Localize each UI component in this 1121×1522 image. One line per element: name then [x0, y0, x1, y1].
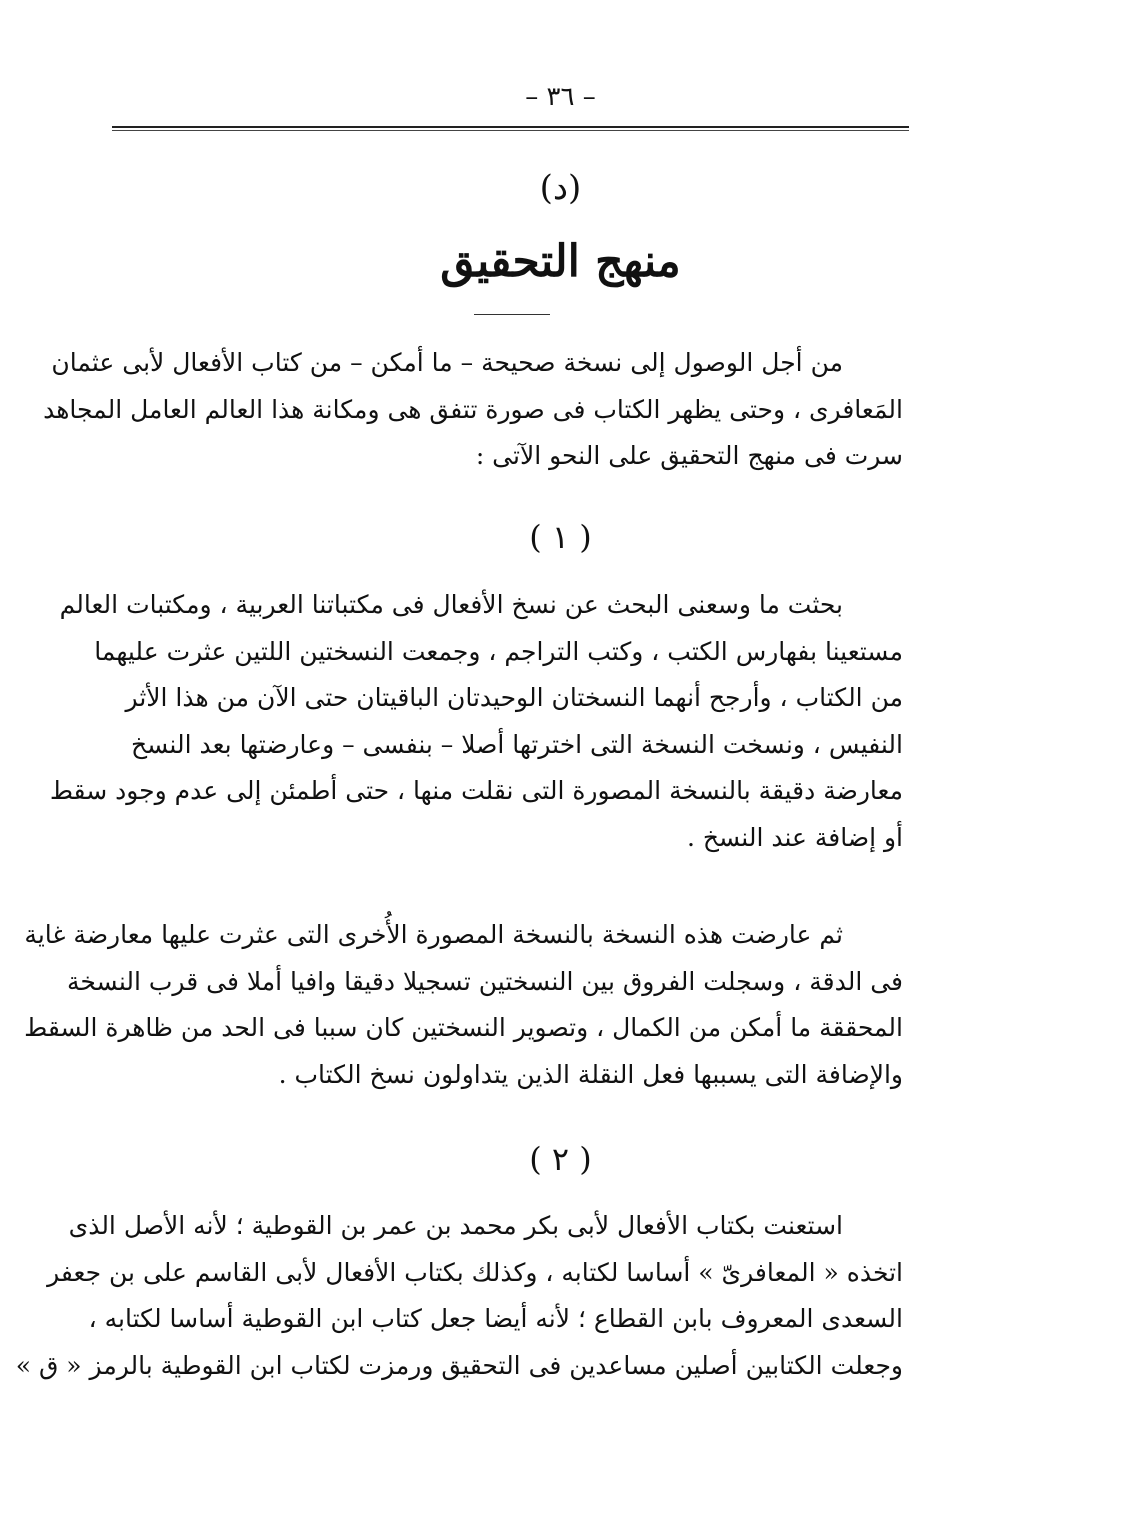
text-line: من أجل الوصول إلى نسخة صحيحة – ما أمكن – من كتاب الأفعال لأبى عثمان: [51, 348, 843, 377]
section-letter: (د): [539, 168, 582, 208]
text-line: ثم عارضت هذه النسخة بالنسخة المصورة الأُخرى التى عثرت عليها معارضة غاية: [24, 920, 843, 949]
text-line: أو إضافة عند النسخ .: [686, 822, 903, 852]
text-line: فى الدقة ، وسجلت الفروق بين النسختين تسجيلا دقيقا وافيا أملا فى قرب النسخة: [66, 966, 903, 996]
section-title: منهج التحقيق: [440, 236, 681, 287]
text-line: معارضة دقيقة بالنسخة المصورة التى نقلت منها ، حتى أطمئن إلى عدم وجود سقط: [49, 776, 903, 805]
text-line: وجعلت الكتابين أصلين مساعدين فى التحقيق ورمزت لكتاب ابن القوطية بالرمز « ق »: [15, 1350, 903, 1380]
part1-paragraph-1: [49, 582, 903, 861]
text-line: النفيس ، ونسخت النسخة التى اخترتها أصلا – بنفسى – وعارضتها بعد النسخ: [130, 729, 903, 759]
text-line: استعنت بكتاب الأفعال لأبى بكر محمد بن عمر بن القوطية ؛ لأنه الأصل الذى: [68, 1211, 843, 1240]
text-line: بحثت ما وسعنى البحث عن نسخ الأفعال فى مكتباتنا العربية ، ومكتبات العالم: [59, 590, 843, 619]
text-line: والإضافة التى يسببها فعل النقلة الذين يتداولون نسخ الكتاب .: [278, 1059, 903, 1089]
text-line: اتخذه « المعافرىّ » أساسا لكتابه ، وكذلك بكتاب الأفعال لأبى القاسم على بن جعفر: [47, 1257, 903, 1287]
text-line: المحققة ما أمكن من الكمال ، وتصوير النسختين كان سببا فى الحد من ظاهرة السقط: [24, 1013, 903, 1042]
part1-paragraph-2: [24, 912, 903, 1098]
page-number: – ٣٦ –: [525, 82, 596, 112]
text-line: سرت فى منهج التحقيق على النحو الآتى :: [475, 441, 903, 470]
text-line: السعدى المعروف بابن القطاع ؛ لأنه أيضا جعل كتاب ابن القوطية أساسا لكتابه ،: [88, 1304, 903, 1333]
text-line: مستعينا بفهارس الكتب ، وكتب التراجم ، وجمعت النسختين اللتين عثرت عليهما: [94, 636, 903, 666]
text-line: المَعافرى ، وحتى يظهر الكتاب فى صورة تتفق هى ومكانة هذا العالم العامل المجاهد: [43, 394, 903, 424]
part2-paragraph-1: [15, 1203, 903, 1389]
intro-paragraph: [43, 340, 903, 480]
header-rule: [112, 126, 909, 131]
part-number-2: ( ٢ ): [529, 1140, 592, 1178]
text-line: من الكتاب ، وأرجح أنهما النسختان الوحيدتان الباقيتان حتى الآن من هذا الأثر: [125, 683, 903, 712]
part-number-1: ( ١ ): [529, 518, 592, 556]
title-rule: [474, 314, 550, 315]
